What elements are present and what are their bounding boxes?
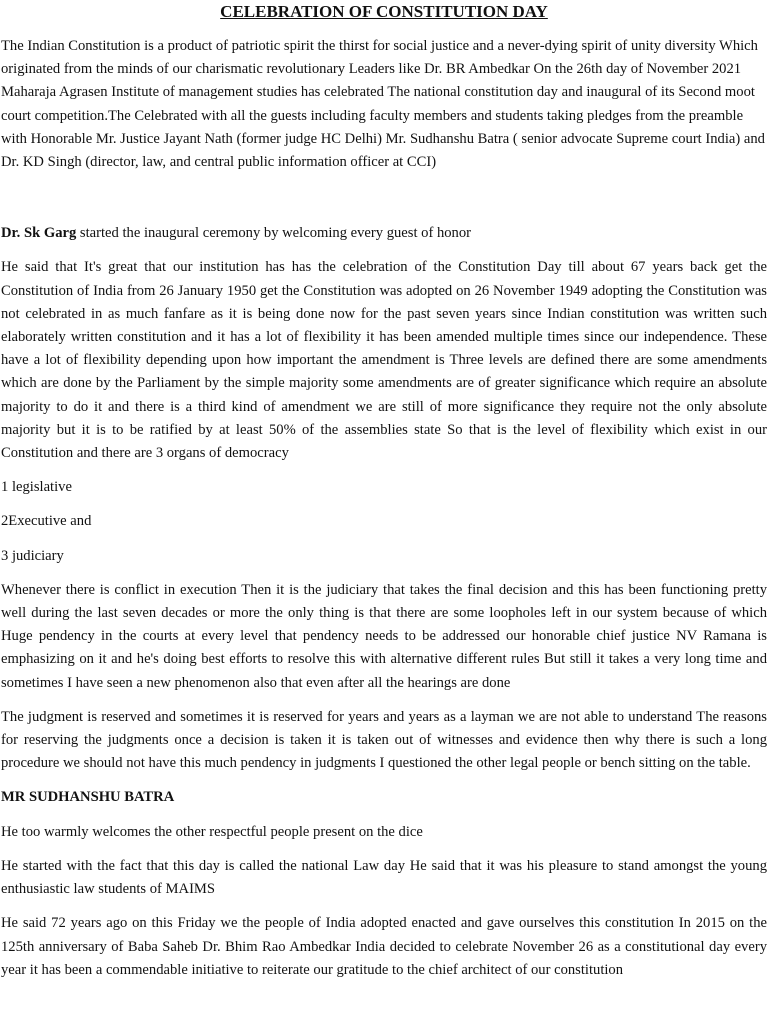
speaker-name-sk-garg: Dr. Sk Garg (1, 225, 77, 242)
sk-garg-paragraph-1: He said that It's great that our institution has has the celebration of the Constitution Day till about 67 years back get the Constitution of India from 26 January 1950 get the Constitution was adopted on 26 November 1949 adopting the Constitution was not celebrated in as much fanfare as it is being done now for the past seven years since Indian constitution was written such elaborately written constitution and it has a lot of flexibility it has been amended multiple times since our independence. These have a lot of flexibility depending upon how important the amendment is Three levels are defined there are some amendments which are done by the Parliament by the simple majority some amendments are of greater significance which require an absolute majority to do it and there is a third kind of amendment we are still of more significance they require not the only absolute majority but it is to be ratified by at least 50% of the assemblies state So that is the level of flexibility which exist in our Constitution and there are 3 organs of democracy (1, 259, 767, 462)
batra-paragraph-2: He started with the fact that this day is called the national Law day He said that it was his pleasure to stand amongst the young enthusiastic law students of MAIMS (1, 857, 767, 898)
document-title: CELEBRATION OF CONSTITUTION DAY (220, 2, 548, 21)
organ-item-judiciary: 3 judiciary (1, 547, 64, 564)
sk-garg-paragraph-2: Whenever there is conflict in execution Then it is the judiciary that takes the final decision and this has been functioning pretty well during the last seven decades or more the only thing is that there are some loopholes left in our system because of which Huge pendency in the courts at every level that pendency needs to be addressed our honorable chief justice NV Ramana is emphasizing on it and he's doing best efforts to resolve this with alternative different rules But still it takes a very long time and sometimes I have seen a new phenomenon also that even after all the hearings are done (1, 581, 767, 691)
batra-paragraph-1: He too warmly welcomes the other respectful people present on the dice (1, 823, 423, 840)
organ-item-legislative: 1 legislative (1, 479, 72, 496)
sk-garg-opening (1, 222, 767, 245)
sk-garg-paragraph-3: The judgment is reserved and sometimes it is reserved for years and years as a layman we are not able to understand The reasons for reserving the judgments once a decision is taken it is taken out of witnesses and evidence then why there is such a long procedure we should not have this much pendency in judgments I questioned the other legal people or bench sitting on the table. (1, 708, 767, 772)
batra-paragraph-3: He said 72 years ago on this Friday we the people of India adopted enacted and gave ourselves this constitution In 2015 on the 125th anniversary of Baba Saheb Dr. Bhim Rao Ambedkar India decided to celebrate November 26 as a constitutional day every year it has been a commendable initiative to reiterate our gratitude to the chief architect of our constitution (1, 915, 767, 978)
batra-heading: MR SUDHANSHU BATRA (1, 789, 175, 806)
intro-paragraph: The Indian Constitution is a product of patriotic spirit the thirst for social justice and a never-dying spirit of unity diversity Which originated from the minds of our charismatic revolutionary Leaders like Dr. BR Ambedkar On the 26th day of November 2021 Maharaja Agrasen Institute of management studies has celebrated The national constitution day and inaugural of its Second moot court competition.The Celebrated with all the guests including faculty members and students taking pledges from the preamble with Honorable Mr. Justice Jayant Nath (former judge HC Delhi) Mr. Sudhanshu Batra ( senior advocate Supreme court India) and Dr. KD Singh (director, law, and central public information officer at CCI) (1, 38, 765, 171)
sk-garg-opening-text: started the inaugural ceremony by welcoming every guest of honor (76, 225, 471, 242)
organ-item-executive: 2Executive and (1, 513, 92, 530)
